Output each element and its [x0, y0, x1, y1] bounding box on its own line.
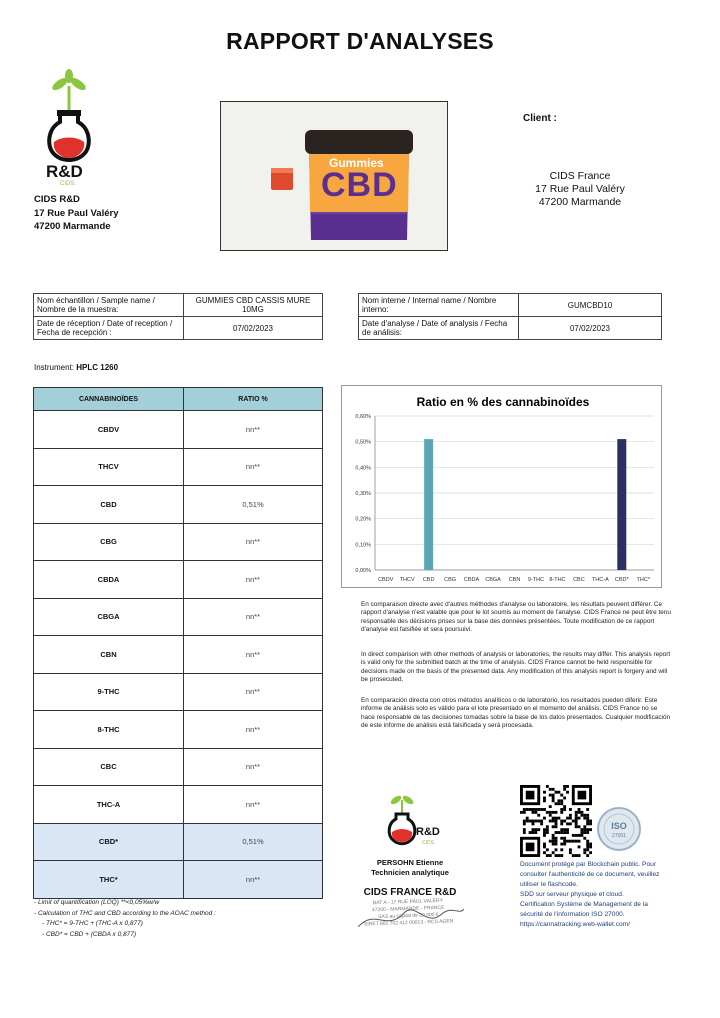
report-title: RAPPORT D'ANALYSES [226, 28, 494, 54]
note-line: - THC* = 9-THC + (THC-A x 0,877) [42, 920, 143, 927]
cannabinoid-name: CBDV [34, 411, 184, 449]
ratio-chart [341, 385, 662, 588]
signature-logo-sub: CIDS. [422, 840, 436, 846]
stamp-line: 47200 - MARMANDE - FRANCE [371, 904, 445, 914]
chart-x-tick: CBD* [614, 577, 629, 583]
stamp-line: SIRET 881 702 412 00013 - RCS AGEN [363, 918, 454, 928]
cannabinoid-name: CBC [34, 748, 184, 786]
chart-x-tick: THC* [636, 577, 650, 583]
product-photo [220, 101, 448, 251]
cannabinoid-name: CBN [34, 636, 184, 674]
chart-title: Ratio en % des cannabinoïdes [416, 395, 590, 409]
signature-logo [380, 792, 438, 852]
note-line: - Limit of quantification (LOQ) **<0,05%w/w [34, 899, 160, 906]
chart-x-tick: CBC [573, 577, 585, 583]
chart-x-tick: CBD [422, 577, 435, 583]
photo-brand-main: CBD [321, 166, 398, 204]
chart-bar [617, 439, 626, 570]
chart-y-tick: 0,20% [355, 516, 371, 523]
cannabinoid-ratio: nn** [184, 448, 323, 486]
cannabinoids-body [34, 411, 323, 899]
client-address [520, 170, 640, 209]
cannabinoid-row [34, 448, 323, 486]
chart-x-tick: 8-THC [549, 577, 566, 583]
chart-x-tick: CBG [444, 577, 457, 583]
client-address-line: CIDS France [549, 170, 611, 182]
signature-name: PERSOHN Etienne [376, 858, 444, 867]
chart-x-tick: CBDV [378, 577, 394, 583]
cannabinoid-row [34, 411, 323, 449]
lab-address-line: 17 Rue Paul Valéry [34, 207, 119, 219]
blockchain-info [520, 860, 690, 930]
client-label: Client : [523, 113, 557, 124]
reception-date-label: Date de réception / Date of reception / Fecha de recepción : [34, 317, 184, 340]
signature-company: CIDS FRANCE R&D [363, 887, 457, 898]
lab-logo-sub: CIDS. [60, 181, 77, 187]
sample-name-value: GUMMIES CBD CASSIS MURE 10MG [184, 294, 323, 317]
cannabinoid-row [34, 486, 323, 524]
client-address-line: 17 Rue Paul Valéry [535, 183, 625, 195]
cannabinoid-ratio: nn** [184, 636, 323, 674]
disclaimer-fr: En comparaison directe avec d'autres méthodes d'analyse ou laboratoire, les résultats peuvent différer. Ce rapport d'analyse n'est valable que pour le lot soumis au moment de l'analyse. CIDS France ne peut être tenu responsable des décisions prises sur la base des données présentées. Toute modification de ce rapport d'analyse est falsifiée et sera poursuivi. [361, 601, 671, 633]
cannabinoid-ratio: nn** [184, 711, 323, 749]
lab-address [34, 193, 119, 234]
client-address-line: 47200 Marmande [538, 196, 622, 208]
blockchain-line: sécurité de l'information ISO 27000. [520, 911, 625, 918]
cannabinoids-header-name: CANNABINOÏDES [34, 388, 184, 411]
note-line: - Calculation of THC and CBD according to the AOAC method : [34, 909, 216, 917]
chart-x-tick: CBDA [463, 577, 480, 583]
cannabinoids-table [33, 387, 323, 899]
lab-logo-text: R&D [46, 162, 83, 181]
analysis-date-value: 07/02/2023 [519, 317, 662, 340]
notes [34, 898, 216, 940]
cannabinoid-ratio: nn** [184, 561, 323, 599]
chart-x-tick: THCV [399, 577, 415, 583]
cannabinoid-row [34, 711, 323, 749]
chart-bar [424, 439, 433, 570]
blockchain-line: consulter l'authenticité de ce document, veuillez [520, 871, 660, 878]
chart-y-tick: 0,30% [355, 491, 371, 497]
stamp-line: SAS au capital de 20 000 € [378, 911, 439, 921]
chart-x-tick: THC-A [591, 577, 609, 583]
cannabinoid-ratio: nn** [184, 673, 323, 711]
internal-info-table [358, 293, 662, 340]
blockchain-line: utiliser le flashcode. [520, 881, 578, 888]
iso-number: 27001 [612, 833, 626, 839]
analysis-date-label: Date d'analyse / Date of analysis / Fecha de análisis: [359, 317, 519, 340]
chart-x-tick: CBGA [485, 577, 501, 583]
cannabinoid-row [34, 748, 323, 786]
blockchain-line: SDD sur serveur physique et cloud. [520, 891, 624, 898]
cannabinoid-row [34, 561, 323, 599]
cannatracking-link[interactable]: https://cannatracking.web-wallet.com/ [520, 921, 630, 928]
cannabinoid-ratio: 0,51% [184, 486, 323, 524]
cannabinoid-ratio: nn** [184, 598, 323, 636]
lab-address-line: CIDS R&D [34, 194, 80, 205]
cannabinoid-row [34, 673, 323, 711]
signature-role: Technicien analytique [371, 868, 449, 877]
cannabinoid-ratio: nn** [184, 861, 323, 899]
disclaimer-en: In direct comparison with other methods of analysis or laboratories, the results may differ. This analysis report is valid only for the submitted batch at the time of analysis. CIDS France cannot be held responsible for decisions made on the basis of the presented data. Any modification of this analysis report is forgery and will be prosecuted. [361, 651, 671, 683]
chart-y-tick: 0,00% [355, 568, 371, 574]
iso-label: ISO [611, 821, 627, 831]
internal-name-label: Nom interne / Internal name / Nombre interno: [359, 294, 519, 317]
cannabinoid-row [34, 523, 323, 561]
chart-y-tick: 0,40% [355, 465, 371, 472]
cannabinoid-name: CBG [34, 523, 184, 561]
qr-code[interactable] [520, 785, 592, 857]
cannabinoid-name: THCV [34, 448, 184, 486]
chart-y-tick: 0,60% [355, 414, 371, 420]
ratio-chart-svg [342, 386, 663, 589]
chart-y-tick: 0,50% [355, 439, 371, 446]
company-stamp [345, 897, 471, 939]
cannabinoid-ratio: nn** [184, 523, 323, 561]
blockchain-line: Certification Système de Management de la [520, 901, 648, 908]
note-line: - CBD* = CBD + (CBDA x 0,877) [42, 930, 137, 938]
chart-x-tick: 9-THC [527, 577, 545, 583]
cannabinoid-row [34, 636, 323, 674]
cannabinoid-row [34, 823, 323, 861]
signature-scribble [356, 901, 467, 935]
cannabinoid-row [34, 598, 323, 636]
blockchain-line: Document protégé par Blockchain public. Pour [520, 861, 656, 868]
chart-x-tick: CBN [508, 577, 521, 583]
instrument-value: HPLC 1260 [76, 363, 119, 372]
internal-name-value: GUMCBD10 [519, 294, 662, 317]
reception-date-value: 07/02/2023 [184, 317, 323, 340]
signature-person [345, 858, 475, 878]
photo-brand-top: Gummies [329, 156, 384, 170]
lab-address-line: 47200 Marmande [34, 221, 111, 232]
disclaimer-es: En comparación directa con otros métodos analíticos o de laboratorio, los resultados pueden diferir. Este informe de análisis solo es válido para el lote presentado en el momento del análisis. CIDS France no se hace responsable de las decisiones tomadas sobre la base de los datos presentados. Cualquier modificación de este informe de análisis está falsificada y será procesada. [361, 697, 671, 729]
cannabinoid-name: CBD* [34, 823, 184, 861]
cannabinoids-header-ratio: RATIO % [184, 388, 323, 411]
sample-info-table [33, 293, 323, 340]
cannabinoid-name: CBD [34, 486, 184, 524]
chart-y-tick: 0,10% [355, 542, 371, 549]
stamp-line: BAT A - 17 RUE PAUL VALÉRY [372, 897, 443, 907]
cannabinoid-ratio: nn** [184, 786, 323, 824]
cannabinoid-name: CBDA [34, 561, 184, 599]
instrument-label: Instrument: [34, 363, 75, 372]
cannabinoid-ratio: nn** [184, 411, 323, 449]
lab-logo [38, 66, 100, 190]
cannabinoid-name: 8-THC [34, 711, 184, 749]
cannabinoid-name: THC-A [34, 786, 184, 824]
cannabinoid-row [34, 786, 323, 824]
cannabinoid-row [34, 861, 323, 899]
cannabinoid-name: THC* [34, 861, 184, 899]
cannabinoid-ratio: nn** [184, 748, 323, 786]
cannabinoid-name: 9-THC [34, 673, 184, 711]
iso-badge [596, 806, 642, 852]
cannabinoid-ratio: 0,51% [184, 823, 323, 861]
instrument [34, 363, 118, 372]
signature-logo-text: R&D [416, 826, 440, 838]
sample-name-label: Nom échantillon / Sample name / Nombre de la muestra: [34, 294, 184, 317]
cannabinoid-name: CBGA [34, 598, 184, 636]
